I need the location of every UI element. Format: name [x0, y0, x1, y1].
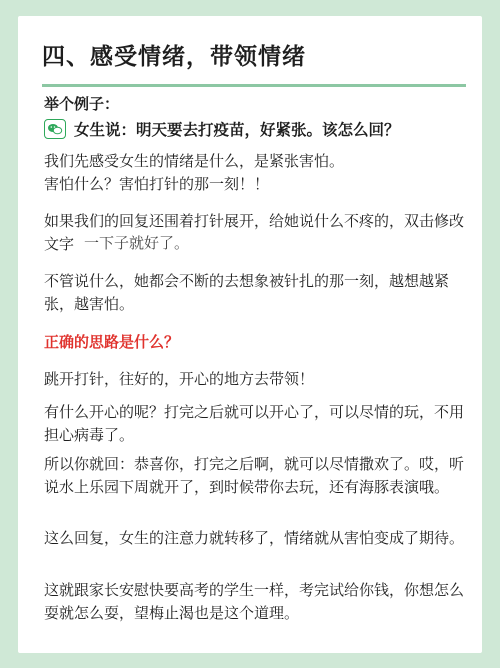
- paragraph-6: 有什么开心的呢？打完之后就可以开心了，可以尽情的玩，不用担心病毒了。: [44, 403, 465, 444]
- paragraph-1: 我们先感受女生的情绪是什么，是紧张害怕。: [44, 152, 345, 170]
- paragraph-7: 所以你就回：恭喜你，打完之后啊，就可以尽情撒欢了。哎，听说水上乐园下周就开了，到时候带你去玩，还有海豚表演哦。: [44, 455, 465, 496]
- question-text: 女生说：明天要去打疫苗，好紧张。该怎么回？: [74, 121, 400, 139]
- paragraph-2: 害怕什么？害怕打针的那一刻！！: [44, 175, 270, 193]
- example-label: 举个例子：: [44, 95, 120, 113]
- paragraph-5: 跳开打针，往好的，开心的地方去带领！: [44, 370, 315, 388]
- paragraph-8: 这么回复，女生的注意力就转移了，情绪就从害怕变成了期待。: [44, 529, 465, 547]
- question-row: [44, 118, 400, 140]
- title-divider: [42, 84, 466, 87]
- overlapping-text: 一下子就好了。: [84, 234, 190, 252]
- red-heading: 正确的思路是什么？: [44, 333, 180, 351]
- paragraph-4: 不管说什么，她都会不断的去想象被针扎的那一刻，越想越紧张，越害怕。: [44, 272, 450, 313]
- page-title: 四、感受情绪，带领情绪: [42, 44, 306, 70]
- paragraph-9: 这就跟家长安慰快要高考的学生一样，考完试给你钱，你想怎么耍就怎么耍，望梅止渴也是这个道理。: [44, 581, 465, 622]
- wechat-icon: [44, 119, 66, 139]
- content-card: [18, 16, 482, 653]
- paragraph-3: 如果我们的回复还围着打针展开，给她说什么不疼的，双击修改文字: [44, 212, 465, 253]
